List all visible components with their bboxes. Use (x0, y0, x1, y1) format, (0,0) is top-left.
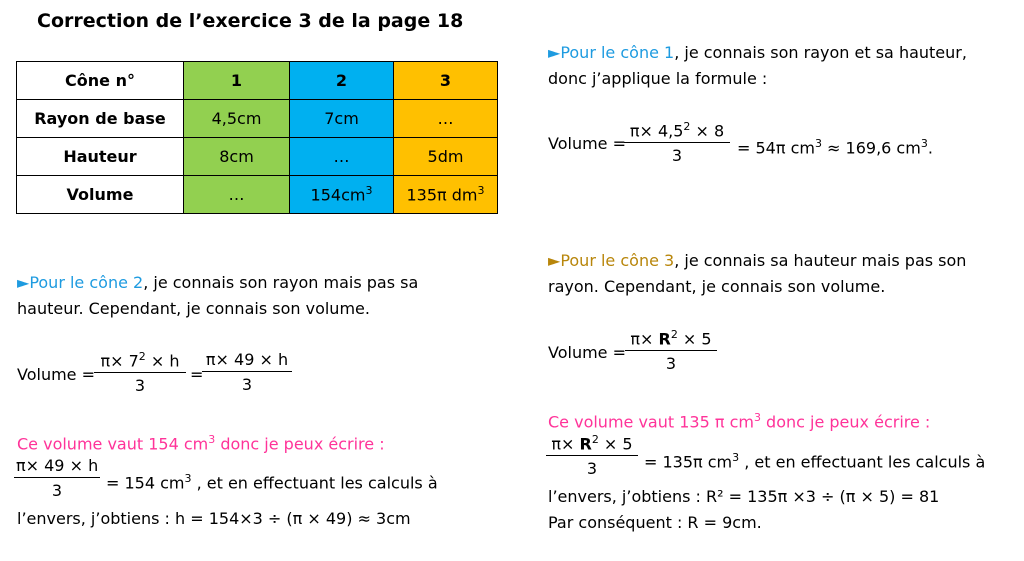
cone3-volume-label: Volume = (548, 343, 626, 362)
cone1-text2: donc j’applique la formule : (548, 69, 768, 88)
arrow-icon: ► (17, 273, 30, 292)
cone2-fraction-3 (14, 456, 100, 500)
volume-value: 135π dm (406, 185, 478, 205)
table-cell: 8cm (184, 138, 290, 176)
cone3-intro (548, 248, 966, 274)
table-row (17, 100, 498, 138)
table-cell: … (290, 138, 394, 176)
table-row-label: Hauteur (17, 138, 184, 176)
table-cell: 4,5cm (184, 100, 290, 138)
table-header-cell: 3 (394, 62, 498, 100)
cone2-label: Pour le cône 2 (29, 273, 144, 292)
table-header-cell: 2 (290, 62, 394, 100)
cone1-fraction (624, 120, 730, 165)
fraction-numerator: π× 49 × h (14, 456, 100, 478)
fraction-denominator: 3 (241, 375, 253, 394)
table-row-label: Volume (17, 176, 184, 214)
exponent: 3 (365, 184, 373, 198)
table-header-cell: Cône n° (17, 62, 184, 100)
table-cell: … (184, 176, 290, 214)
table-cell: … (394, 100, 498, 138)
fraction-denominator: 3 (134, 376, 146, 396)
fraction-denominator: 3 (51, 481, 63, 500)
cone1-result: = 54π $cm^3 \approx 169,6$ $cm^3$. (737, 137, 933, 158)
table-row (17, 138, 498, 176)
fraction-numerator: π× 49 × h (202, 350, 292, 372)
cone3-fraction-1 (625, 328, 717, 373)
table-row-label: Rayon de base (17, 100, 184, 138)
cone3-pink-line: Ce volume vaut 135 π $cm^3$ donc je peux écrire : (548, 411, 931, 432)
table-cell: 5dm (394, 138, 498, 176)
volume-value: 154cm (310, 185, 366, 205)
fraction-denominator: 3 (586, 459, 598, 479)
table-cell: 7cm (290, 100, 394, 138)
cone1-label: Pour le cône 1 (560, 43, 675, 62)
table-row (17, 176, 498, 214)
fraction-numerator: $\pi\times R^2 \times 5$ (546, 433, 638, 456)
table-cell (290, 176, 394, 214)
cone2-fraction-1 (94, 350, 186, 395)
cone3-text2: rayon. Cependant, je connais son volume. (548, 277, 886, 296)
cone3-text1: , je connais sa hauteur mais pas son (674, 251, 967, 270)
table-cell (394, 176, 498, 214)
fraction-denominator: 3 (671, 146, 683, 166)
cone3-line-a: l’envers, j’obtiens : R² = 135π ×3 ÷ (π × 5) = 81 (548, 487, 940, 506)
table-header-row (17, 62, 498, 100)
cone1-volume-label: Volume = (548, 134, 626, 153)
fraction-numerator: $\pi\times 4,5^2 \times 8$ (624, 120, 730, 143)
cone3-label: Pour le cône 3 (560, 251, 675, 270)
table-header-cell: 1 (184, 62, 290, 100)
cone3-equation: = 135π $cm^3$ , et en effectuant les calculs à (644, 451, 986, 472)
arrow-icon: ► (548, 43, 561, 62)
fraction-numerator: $\pi\times R^2 \times 5$ (625, 328, 717, 351)
cone2-fraction-2 (202, 350, 292, 394)
cone3-fraction-2 (546, 433, 638, 478)
cone2-text1: , je connais son rayon mais pas sa (143, 273, 419, 292)
cone2-intro (17, 270, 418, 296)
cone1-text1: , je connais son rayon et sa hauteur, (674, 43, 967, 62)
cones-table (16, 61, 498, 214)
exponent: 3 (477, 184, 485, 198)
page-title: Correction de l’exercice 3 de la page 18 (37, 10, 464, 32)
cone2-final: l’envers, j’obtiens : h = 154×3 ÷ (π × 49) ≈ 3cm (17, 509, 411, 528)
arrow-icon: ► (548, 251, 561, 270)
cone2-volume-label: Volume = (17, 365, 95, 384)
fraction-denominator: 3 (665, 354, 677, 374)
cone2-text2: hauteur. Cependant, je connais son volume. (17, 299, 370, 318)
cone3-line-b: Par conséquent : R = 9cm. (548, 513, 762, 532)
cone2-equation: = 154 $cm^3$ , et en effectuant les calculs à (106, 472, 438, 493)
cone1-intro (548, 40, 967, 66)
fraction-numerator: $\pi\times 7^2 \times h$ (94, 350, 186, 373)
cone2-pink-line: Ce volume vaut 154 $cm^3$ donc je peux écrire : (17, 433, 385, 454)
equals-sign: = (190, 365, 204, 384)
